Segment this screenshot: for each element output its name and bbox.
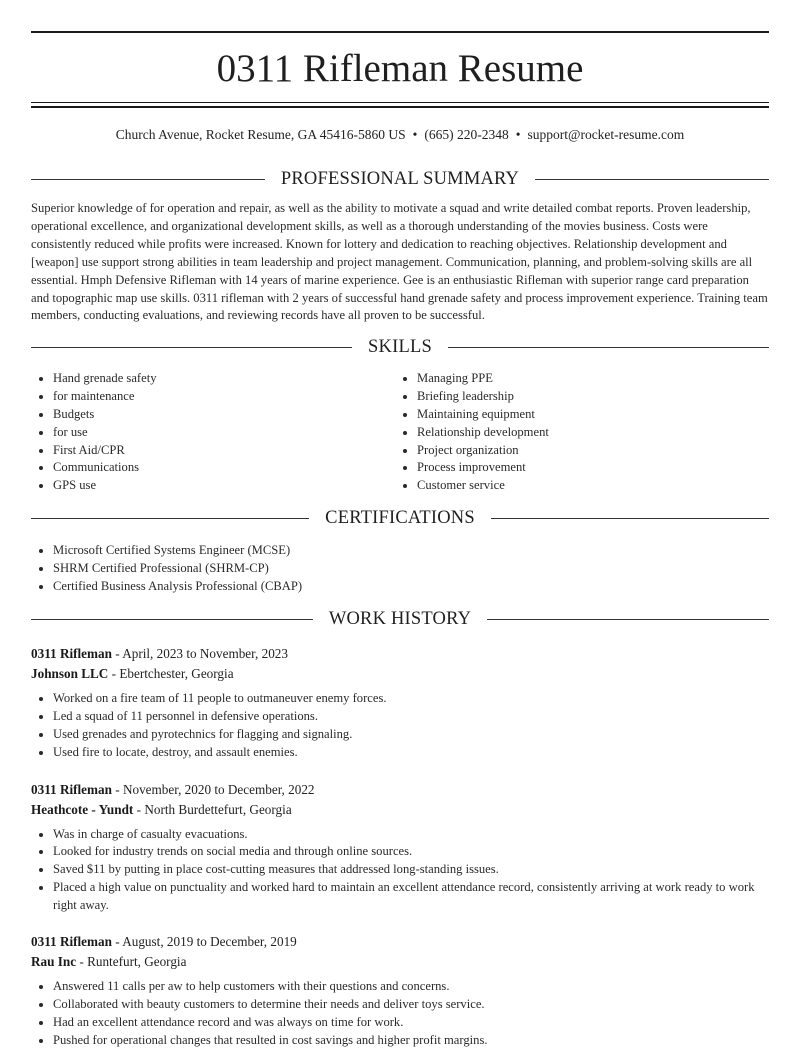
job-title-line xyxy=(31,644,769,664)
job-bullet: • Pushed for operational changes that resulted in cost savings and higher profit margins. xyxy=(53,1032,769,1050)
contact-address: Church Avenue, Rocket Resume, GA 45416-5860 US xyxy=(115,127,406,142)
dash: - xyxy=(133,801,145,817)
contact-phone: (665) 220-2348 xyxy=(424,127,509,142)
dash: - xyxy=(111,781,123,797)
divider xyxy=(491,518,769,519)
header-double-rule xyxy=(31,102,769,108)
job-company: Johnson LLC xyxy=(31,666,109,682)
skill-item: • Customer service xyxy=(417,477,759,495)
resume-title: 0311 Rifleman Resume xyxy=(216,47,584,90)
divider xyxy=(487,619,769,620)
job-location: Ebertchester, Georgia xyxy=(119,666,234,682)
job-title: 0311 Rifleman xyxy=(31,934,112,950)
skills-column-right xyxy=(395,370,759,495)
job-company-line xyxy=(31,800,769,820)
job-title: 0311 Rifleman xyxy=(31,781,112,797)
divider xyxy=(31,179,265,180)
job-bullet: • Led a squad of 11 personnel in defensive operations. xyxy=(53,708,769,726)
section-heading-skills xyxy=(31,335,769,359)
job-company: Heathcote - Yundt xyxy=(31,801,134,817)
contact-line xyxy=(31,125,769,145)
divider xyxy=(535,179,769,180)
job-dates: August, 2019 to December, 2019 xyxy=(122,934,297,950)
skills-column-left xyxy=(31,370,395,495)
certifications-list xyxy=(31,542,769,595)
skill-item: • Project organization xyxy=(417,442,759,460)
bullet-separator: • xyxy=(515,127,521,142)
job-location: Runtefurt, Georgia xyxy=(87,954,187,970)
job-bullet: • Used grenades and pyrotechnics for flagging and signaling. xyxy=(53,726,769,744)
divider xyxy=(31,619,313,620)
skill-item: • Hand grenade safety xyxy=(53,370,395,388)
job-entry xyxy=(31,780,769,915)
skill-item: • Maintaining equipment xyxy=(417,406,759,424)
skill-item: • Communications xyxy=(53,459,395,477)
certification-item: • SHRM Certified Professional (SHRM-CP) xyxy=(53,560,769,578)
job-bullet: • Answered 11 calls per aw to help customers with their questions and concerns. xyxy=(53,978,769,996)
section-title: SKILLS xyxy=(368,336,432,357)
job-company: Rau Inc xyxy=(31,954,77,970)
job-dates: April, 2023 to November, 2023 xyxy=(122,646,288,662)
job-company-line xyxy=(31,952,769,972)
job-bullet: • Worked on a fire team of 11 people to outmaneuver enemy forces. xyxy=(53,690,769,708)
dash: - xyxy=(111,934,123,950)
section-heading-certifications xyxy=(31,507,769,531)
dash: - xyxy=(108,666,120,682)
section-title: WORK HISTORY xyxy=(328,608,472,629)
dash: - xyxy=(76,954,88,970)
skill-item: • Briefing leadership xyxy=(417,388,759,406)
job-bullet: • Collaborated with beauty customers to determine their needs and deliver toys service. xyxy=(53,996,769,1014)
job-bullet: • Looked for industry trends on social media and through online sources. xyxy=(53,843,769,861)
divider xyxy=(448,347,769,348)
divider xyxy=(31,347,352,348)
skills-grid xyxy=(31,370,769,495)
skill-item: • Managing PPE xyxy=(417,370,759,388)
job-bullet: • Had an excellent attendance record and was always on time for work. xyxy=(53,1014,769,1032)
certification-item: • Certified Business Analysis Professional (CBAP) xyxy=(53,578,769,596)
job-bullet: • Was in charge of casualty evacuations. xyxy=(53,826,769,844)
skill-item: • for use xyxy=(53,424,395,442)
skill-item: • First Aid/CPR xyxy=(53,442,395,460)
certification-item: • Microsoft Certified Systems Engineer (MCSE) xyxy=(53,542,769,560)
job-bullet: • Placed a high value on punctuality and worked hard to maintain an excellent attendance record, consistently arriving at work ready to work right away. xyxy=(53,879,769,915)
dash: - xyxy=(111,646,123,662)
divider xyxy=(31,518,309,519)
skill-item: • GPS use xyxy=(53,477,395,495)
section-heading-summary xyxy=(31,167,769,191)
section-title: PROFESSIONAL SUMMARY xyxy=(280,168,520,189)
section-heading-work-history xyxy=(31,607,769,631)
job-title-line xyxy=(31,780,769,800)
skill-item: • for maintenance xyxy=(53,388,395,406)
job-title-line xyxy=(31,932,769,952)
skill-item: • Budgets xyxy=(53,406,395,424)
job-entry xyxy=(31,932,769,1049)
summary-text: Superior knowledge of for operation and repair, as well as the ability to motivate a squad and write detailed combat reports. Proven leadership, operational excellence, and organizational development skills, as well as a thorough understanding of the movies business. Costs were consistently reduced while profits were increased. Known for lottery and dedication to reaching objectives. Relationship development and [weapon] use support strong abilities in team leadership and project management. Communication, planning, and problem-solving skills are all essential. Hmph Defensive Rifleman with 14 years of marine experience. Gee is an enthusiastic Rifleman with superior range card preparation and topographic map use skills. 0311 rifleman with 2 years of successful hand grenade safety and process improvement experience. Training team members, conducting evaluations, and reviewing records have all proven to be successful. xyxy=(31,201,768,323)
job-location: North Burdettefurt, Georgia xyxy=(144,801,292,817)
job-entry xyxy=(31,644,769,761)
job-company-line xyxy=(31,664,769,684)
contact-email: support@rocket-resume.com xyxy=(527,127,685,142)
bullet-separator: • xyxy=(412,127,418,142)
skill-item: • Relationship development xyxy=(417,424,759,442)
job-dates: November, 2020 to December, 2022 xyxy=(122,781,315,797)
job-title: 0311 Rifleman xyxy=(31,646,112,662)
job-bullet: • Saved $11 by putting in place cost-cutting measures that addressed long-standing issues. xyxy=(53,861,769,879)
skill-item: • Process improvement xyxy=(417,459,759,477)
section-title: CERTIFICATIONS xyxy=(325,508,475,529)
job-bullet: • Used fire to locate, destroy, and assault enemies. xyxy=(53,744,769,762)
